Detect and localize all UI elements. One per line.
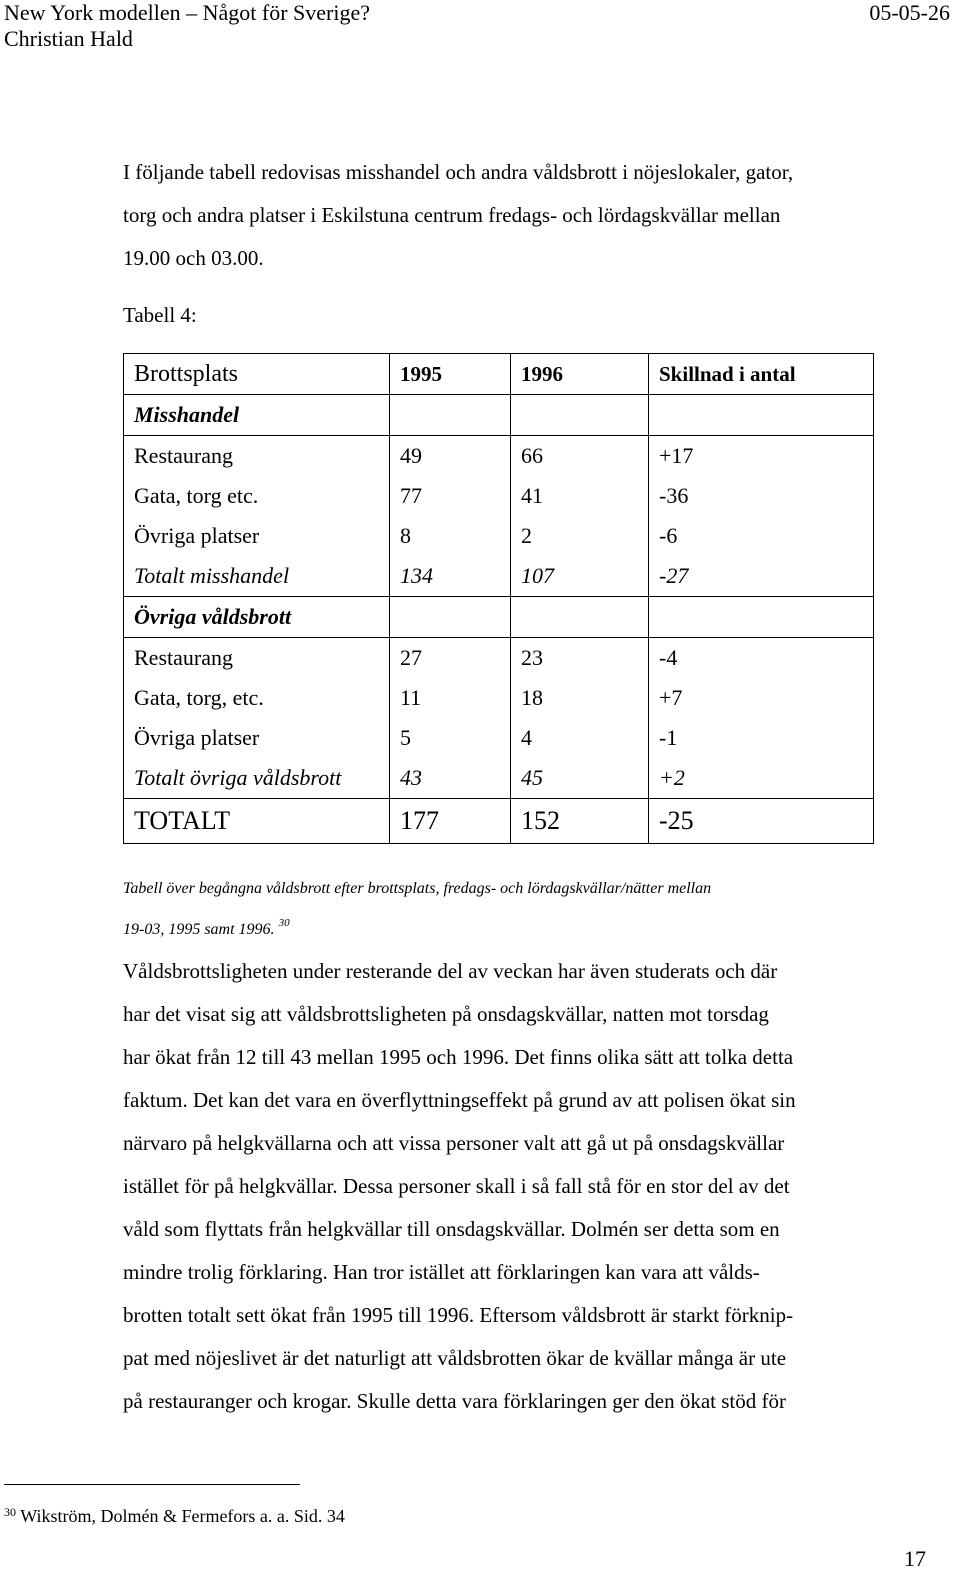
body-line: närvaro på helgkvällarna och att vissa personer valt att gå ut på onsdagskvällar (123, 1131, 785, 1155)
cell-1996: 41 (511, 476, 649, 516)
subtotal-row (124, 556, 874, 597)
body-line: faktum. Det kan det vara en överflyttningseffekt på grund av att polisen ökat sin (123, 1088, 796, 1112)
caption-line (123, 906, 903, 947)
cell-1996: 152 (511, 799, 649, 844)
row-label: Gata, torg, etc. (124, 678, 390, 718)
header-cell: Skillnad i antal (649, 354, 874, 395)
table-row (124, 678, 874, 718)
cell-diff: +17 (649, 436, 874, 477)
row-label: Övriga platser (124, 718, 390, 758)
body-line: mindre trolig förklaring. Han tror istället att förklaringen kan vara att vålds- (123, 1260, 760, 1284)
footnote-number: 30 (4, 1505, 16, 1519)
row-label: Totalt övriga våldsbrott (124, 758, 390, 799)
cell-diff: -6 (649, 516, 874, 556)
cell-1995: 27 (390, 638, 511, 679)
cell-1995: 49 (390, 436, 511, 477)
running-header-title: New York modellen – Något för Sverige? (4, 0, 370, 25)
subtotal-row (124, 758, 874, 799)
cell-1996: 2 (511, 516, 649, 556)
table-row (124, 638, 874, 679)
section-row (124, 395, 874, 436)
body-line: har ökat från 12 till 43 mellan 1995 och 1996. Det finns olika sätt att tolka detta (123, 1045, 794, 1069)
header-cell: Brottsplats (124, 354, 390, 395)
header-cell: 1995 (390, 354, 511, 395)
cell-1996: 66 (511, 436, 649, 477)
intro-line: 19.00 och 03.00. (123, 246, 264, 270)
footnote-reference: 30 (278, 917, 290, 929)
footnote-text: Wikström, Dolmén & Fermefors a. a. Sid. 34 (20, 1506, 345, 1526)
intro-paragraph (123, 151, 923, 280)
cell-1995: 134 (390, 556, 511, 597)
page-number: 17 (904, 1546, 926, 1571)
cell-diff: -4 (649, 638, 874, 679)
body-line: Våldsbrottsligheten under resterande del av veckan har även studerats och där (123, 959, 778, 983)
cell-1995: 177 (390, 799, 511, 844)
running-header-author: Christian Hald (4, 26, 133, 51)
table-header-row (124, 354, 874, 395)
table-label: Tabell 4: (123, 303, 197, 327)
footnote (4, 1500, 345, 1528)
row-label: Restaurang (124, 436, 390, 477)
cell-diff: -25 (649, 799, 874, 844)
cell-1995: 43 (390, 758, 511, 799)
running-header-date: 05-05-26 (869, 0, 950, 25)
body-line: har det visat sig att våldsbrottsligheten på onsdagskvällar, natten mot torsdag (123, 1002, 769, 1026)
table-row (124, 718, 874, 758)
cell-1996: 4 (511, 718, 649, 758)
body-line: på restauranger och krogar. Skulle detta vara förklaringen ger den ökat stöd för (123, 1389, 786, 1413)
row-label: Restaurang (124, 638, 390, 679)
caption-text: 19-03, 1995 samt 1996. (123, 921, 275, 938)
footnote-divider (4, 1484, 300, 1485)
body-line: våld som flyttats från helgkvällar till onsdagskvällar. Dolmén ser detta som en (123, 1217, 780, 1241)
cell-1995: 5 (390, 718, 511, 758)
table-row (124, 476, 874, 516)
section-label: Misshandel (124, 395, 390, 436)
cell-diff: -1 (649, 718, 874, 758)
header-cell: 1996 (511, 354, 649, 395)
table-caption (123, 872, 903, 947)
row-label: Övriga platser (124, 516, 390, 556)
cell-diff: +2 (649, 758, 874, 799)
table-row (124, 516, 874, 556)
section-label: Övriga våldsbrott (124, 597, 390, 638)
cell-1995: 8 (390, 516, 511, 556)
cell-1995: 11 (390, 678, 511, 718)
crime-table (123, 353, 874, 844)
cell-diff: -27 (649, 556, 874, 597)
cell-1996: 18 (511, 678, 649, 718)
body-line: pat med nöjeslivet är det naturligt att våldsbrotten ökar de kvällar många är ute (123, 1346, 787, 1370)
intro-line: torg och andra platser i Eskilstuna centrum fredags- och lördagskvällar mellan (123, 203, 781, 227)
cell-diff: +7 (649, 678, 874, 718)
section-row (124, 597, 874, 638)
cell-1995: 77 (390, 476, 511, 516)
intro-line: I följande tabell redovisas misshandel och andra våldsbrott i nöjeslokaler, gator, (123, 160, 794, 184)
body-line: istället för på helgkvällar. Dessa personer skall i så fall stå för en stor del av det (123, 1174, 790, 1198)
cell-1996: 23 (511, 638, 649, 679)
row-label: Totalt misshandel (124, 556, 390, 597)
cell-diff: -36 (649, 476, 874, 516)
row-label: TOTALT (124, 799, 390, 844)
cell-1996: 107 (511, 556, 649, 597)
caption-line: Tabell över begångna våldsbrott efter brottsplats, fredags- och lördagskvällar/nätter mellan (123, 880, 712, 897)
body-line: brotten totalt sett ökat från 1995 till 1996. Eftersom våldsbrott är starkt förknip- (123, 1303, 794, 1327)
body-paragraph (123, 950, 923, 1423)
cell-1996: 45 (511, 758, 649, 799)
row-label: Gata, torg etc. (124, 476, 390, 516)
total-row (124, 799, 874, 844)
table-row (124, 436, 874, 477)
